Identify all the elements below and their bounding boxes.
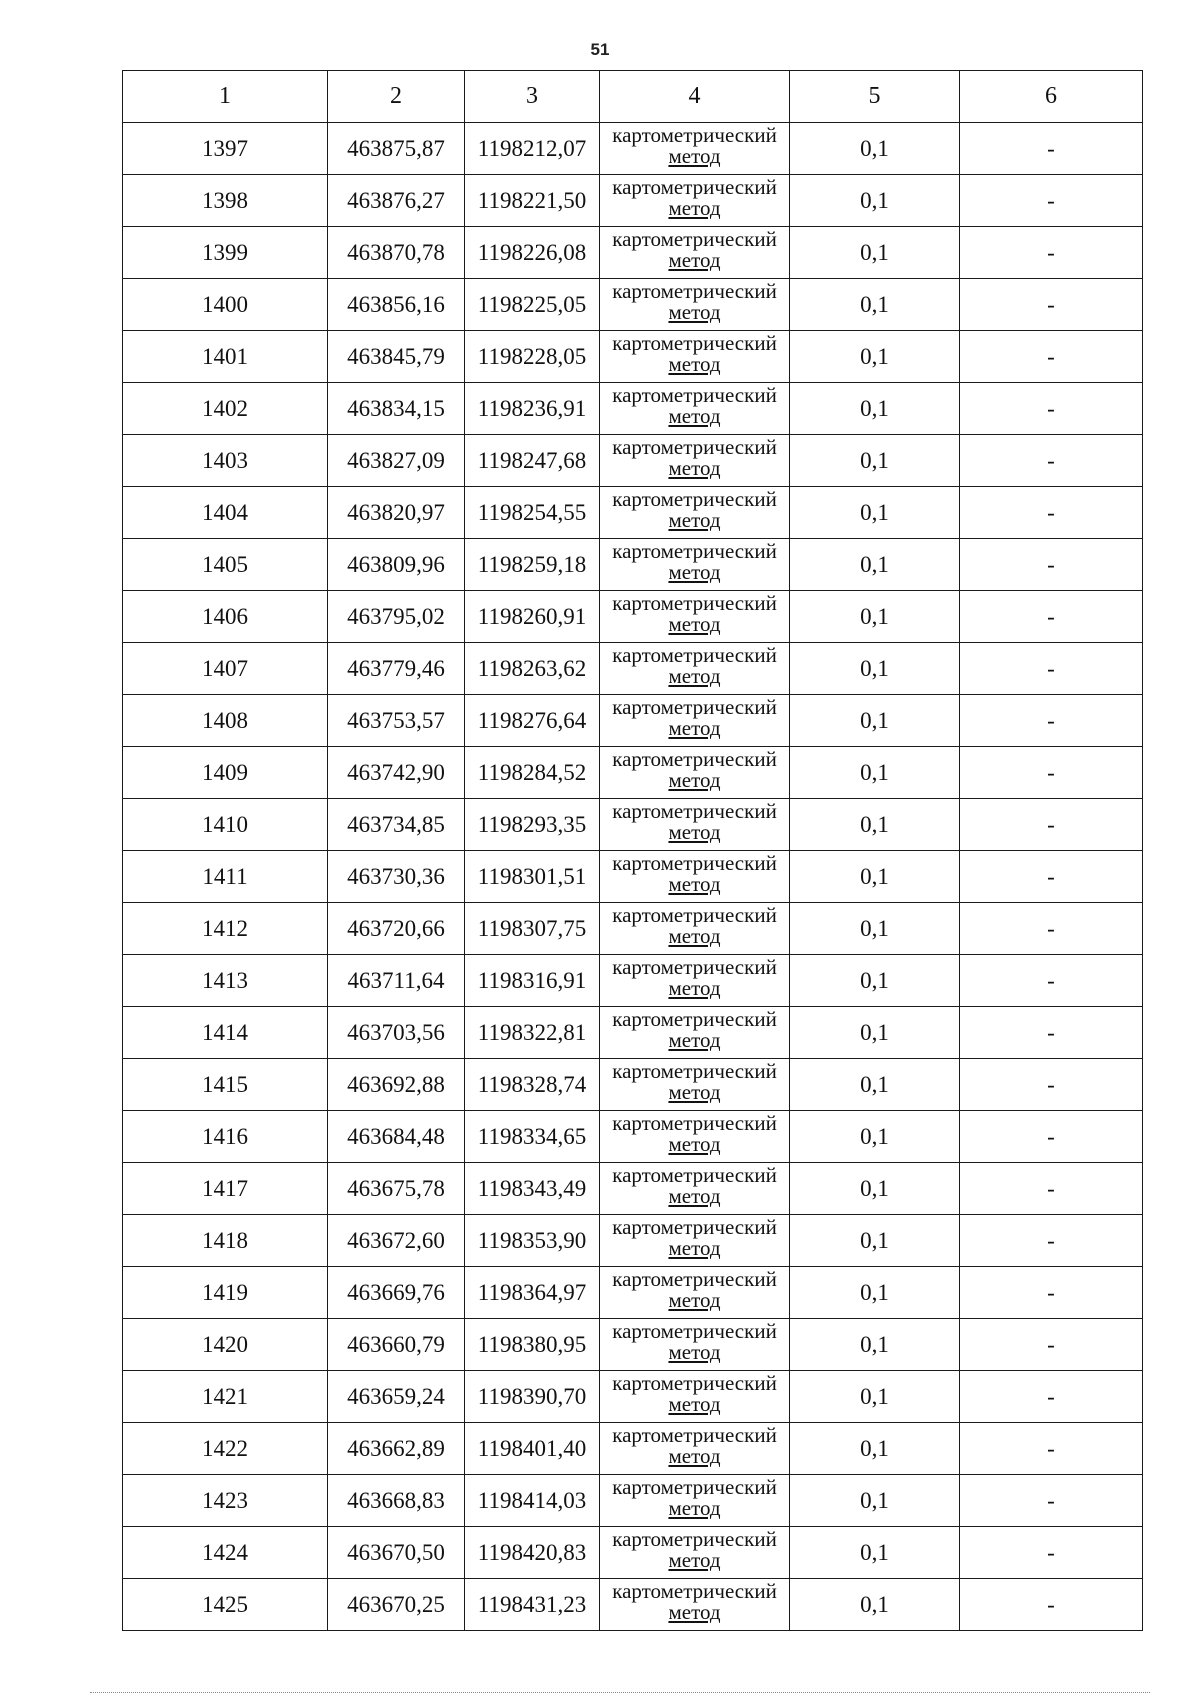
accuracy-cell: 0,1 <box>790 1215 960 1267</box>
point-number-cell: 1408 <box>123 695 328 747</box>
method-line2: метод <box>668 664 721 688</box>
method-line1: картометрический <box>612 123 777 147</box>
table-row <box>123 1163 1143 1215</box>
y-coordinate-cell: 1198414,03 <box>465 1475 600 1527</box>
accuracy-cell: 0,1 <box>790 643 960 695</box>
method-line1: картометрический <box>612 643 777 667</box>
method-line1: картометрический <box>612 1475 777 1499</box>
accuracy-cell: 0,1 <box>790 1267 960 1319</box>
method-line1: картометрический <box>612 279 777 303</box>
method-line2: метод <box>668 196 721 220</box>
table-row <box>123 331 1143 383</box>
y-coordinate-cell: 1198316,91 <box>465 955 600 1007</box>
accuracy-cell: 0,1 <box>790 1527 960 1579</box>
method-line1: картометрический <box>612 955 777 979</box>
y-coordinate-cell: 1198431,23 <box>465 1579 600 1631</box>
y-coordinate-cell: 1198221,50 <box>465 175 600 227</box>
y-coordinate-cell: 1198259,18 <box>465 539 600 591</box>
method-cell <box>600 227 790 279</box>
method-line2: метод <box>668 508 721 532</box>
table-header-row <box>123 71 1143 123</box>
point-number-cell: 1405 <box>123 539 328 591</box>
note-cell: - <box>960 279 1143 331</box>
x-coordinate-cell: 463856,16 <box>328 279 465 331</box>
note-cell: - <box>960 643 1143 695</box>
method-cell <box>600 487 790 539</box>
point-number-cell: 1411 <box>123 851 328 903</box>
accuracy-cell: 0,1 <box>790 1319 960 1371</box>
method-cell <box>600 175 790 227</box>
point-number-cell: 1403 <box>123 435 328 487</box>
accuracy-cell: 0,1 <box>790 1423 960 1475</box>
accuracy-cell: 0,1 <box>790 331 960 383</box>
table-row <box>123 695 1143 747</box>
column-header: 1 <box>123 71 328 123</box>
method-line2: метод <box>668 1600 721 1624</box>
method-line2: метод <box>668 352 721 376</box>
method-line1: картометрический <box>612 175 777 199</box>
table-row <box>123 747 1143 799</box>
y-coordinate-cell: 1198263,62 <box>465 643 600 695</box>
method-cell <box>600 695 790 747</box>
method-line2: метод <box>668 1080 721 1104</box>
method-line1: картометрический <box>612 435 777 459</box>
method-cell <box>600 383 790 435</box>
x-coordinate-cell: 463703,56 <box>328 1007 465 1059</box>
point-number-cell: 1404 <box>123 487 328 539</box>
method-line2: метод <box>668 248 721 272</box>
note-cell: - <box>960 435 1143 487</box>
method-cell <box>600 1371 790 1423</box>
method-cell <box>600 1111 790 1163</box>
method-line2: метод <box>668 768 721 792</box>
accuracy-cell: 0,1 <box>790 903 960 955</box>
note-cell: - <box>960 1111 1143 1163</box>
accuracy-cell: 0,1 <box>790 1163 960 1215</box>
method-line1: картометрический <box>612 903 777 927</box>
column-header: 4 <box>600 71 790 123</box>
accuracy-cell: 0,1 <box>790 1371 960 1423</box>
point-number-cell: 1399 <box>123 227 328 279</box>
point-number-cell: 1412 <box>123 903 328 955</box>
method-cell <box>600 123 790 175</box>
note-cell: - <box>960 1475 1143 1527</box>
method-cell <box>600 643 790 695</box>
note-cell: - <box>960 1059 1143 1111</box>
accuracy-cell: 0,1 <box>790 591 960 643</box>
point-number-cell: 1425 <box>123 1579 328 1631</box>
x-coordinate-cell: 463659,24 <box>328 1371 465 1423</box>
method-cell <box>600 747 790 799</box>
method-line1: картометрический <box>612 1059 777 1083</box>
point-number-cell: 1419 <box>123 1267 328 1319</box>
table-row <box>123 643 1143 695</box>
method-line2: метод <box>668 1444 721 1468</box>
method-cell <box>600 955 790 1007</box>
y-coordinate-cell: 1198328,74 <box>465 1059 600 1111</box>
coordinates-table <box>122 70 1143 1631</box>
method-line1: картометрический <box>612 331 777 355</box>
accuracy-cell: 0,1 <box>790 955 960 1007</box>
accuracy-cell: 0,1 <box>790 695 960 747</box>
note-cell: - <box>960 1527 1143 1579</box>
method-cell <box>600 1267 790 1319</box>
x-coordinate-cell: 463820,97 <box>328 487 465 539</box>
accuracy-cell: 0,1 <box>790 1475 960 1527</box>
method-line2: метод <box>668 1028 721 1052</box>
x-coordinate-cell: 463672,60 <box>328 1215 465 1267</box>
accuracy-cell: 0,1 <box>790 487 960 539</box>
table-row <box>123 851 1143 903</box>
point-number-cell: 1398 <box>123 175 328 227</box>
table-row <box>123 1579 1143 1631</box>
table-row <box>123 435 1143 487</box>
table-row <box>123 1423 1143 1475</box>
point-number-cell: 1417 <box>123 1163 328 1215</box>
column-header: 2 <box>328 71 465 123</box>
method-cell <box>600 279 790 331</box>
accuracy-cell: 0,1 <box>790 1059 960 1111</box>
y-coordinate-cell: 1198301,51 <box>465 851 600 903</box>
method-cell <box>600 1579 790 1631</box>
x-coordinate-cell: 463809,96 <box>328 539 465 591</box>
method-cell <box>600 1527 790 1579</box>
accuracy-cell: 0,1 <box>790 435 960 487</box>
x-coordinate-cell: 463670,25 <box>328 1579 465 1631</box>
method-line1: картометрический <box>612 695 777 719</box>
method-line2: метод <box>668 1496 721 1520</box>
y-coordinate-cell: 1198212,07 <box>465 123 600 175</box>
table-row <box>123 487 1143 539</box>
table-row <box>123 1475 1143 1527</box>
accuracy-cell: 0,1 <box>790 123 960 175</box>
y-coordinate-cell: 1198390,70 <box>465 1371 600 1423</box>
x-coordinate-cell: 463669,76 <box>328 1267 465 1319</box>
table-row <box>123 903 1143 955</box>
method-line2: метод <box>668 612 721 636</box>
method-cell <box>600 539 790 591</box>
table-row <box>123 799 1143 851</box>
method-line1: картометрический <box>612 487 777 511</box>
method-line1: картометрический <box>612 1007 777 1031</box>
accuracy-cell: 0,1 <box>790 539 960 591</box>
point-number-cell: 1424 <box>123 1527 328 1579</box>
table-row <box>123 539 1143 591</box>
note-cell: - <box>960 123 1143 175</box>
table-row <box>123 383 1143 435</box>
method-line2: метод <box>668 976 721 1000</box>
method-cell <box>600 1163 790 1215</box>
note-cell: - <box>960 1319 1143 1371</box>
point-number-cell: 1415 <box>123 1059 328 1111</box>
point-number-cell: 1402 <box>123 383 328 435</box>
y-coordinate-cell: 1198260,91 <box>465 591 600 643</box>
point-number-cell: 1410 <box>123 799 328 851</box>
method-cell <box>600 851 790 903</box>
method-line2: метод <box>668 1132 721 1156</box>
method-line1: картометрический <box>612 1527 777 1551</box>
note-cell: - <box>960 591 1143 643</box>
x-coordinate-cell: 463734,85 <box>328 799 465 851</box>
accuracy-cell: 0,1 <box>790 279 960 331</box>
table-row <box>123 1527 1143 1579</box>
table-row <box>123 279 1143 331</box>
note-cell: - <box>960 955 1143 1007</box>
x-coordinate-cell: 463845,79 <box>328 331 465 383</box>
method-line1: картометрический <box>612 383 777 407</box>
point-number-cell: 1414 <box>123 1007 328 1059</box>
point-number-cell: 1416 <box>123 1111 328 1163</box>
scan-artifact-line <box>90 1692 1150 1693</box>
method-line2: метод <box>668 560 721 584</box>
y-coordinate-cell: 1198254,55 <box>465 487 600 539</box>
method-line1: картометрический <box>612 227 777 251</box>
table-row <box>123 1059 1143 1111</box>
method-line2: метод <box>668 1236 721 1260</box>
x-coordinate-cell: 463834,15 <box>328 383 465 435</box>
note-cell: - <box>960 331 1143 383</box>
method-line2: метод <box>668 1184 721 1208</box>
note-cell: - <box>960 1215 1143 1267</box>
method-line1: картометрический <box>612 1423 777 1447</box>
accuracy-cell: 0,1 <box>790 1007 960 1059</box>
table-row <box>123 227 1143 279</box>
note-cell: - <box>960 903 1143 955</box>
method-line2: метод <box>668 1548 721 1572</box>
method-cell <box>600 1319 790 1371</box>
table-body <box>123 123 1143 1631</box>
method-line2: метод <box>668 820 721 844</box>
method-cell <box>600 1215 790 1267</box>
method-line1: картометрический <box>612 1267 777 1291</box>
table-row <box>123 1319 1143 1371</box>
column-header: 5 <box>790 71 960 123</box>
x-coordinate-cell: 463662,89 <box>328 1423 465 1475</box>
method-cell <box>600 903 790 955</box>
note-cell: - <box>960 747 1143 799</box>
y-coordinate-cell: 1198380,95 <box>465 1319 600 1371</box>
table-row <box>123 1267 1143 1319</box>
method-line1: картометрический <box>612 1371 777 1395</box>
note-cell: - <box>960 227 1143 279</box>
method-cell <box>600 591 790 643</box>
x-coordinate-cell: 463742,90 <box>328 747 465 799</box>
method-line2: метод <box>668 872 721 896</box>
method-line1: картометрический <box>612 851 777 875</box>
table-row <box>123 1371 1143 1423</box>
y-coordinate-cell: 1198420,83 <box>465 1527 600 1579</box>
point-number-cell: 1413 <box>123 955 328 1007</box>
method-line2: метод <box>668 144 721 168</box>
y-coordinate-cell: 1198276,64 <box>465 695 600 747</box>
table-row <box>123 955 1143 1007</box>
point-number-cell: 1418 <box>123 1215 328 1267</box>
x-coordinate-cell: 463692,88 <box>328 1059 465 1111</box>
x-coordinate-cell: 463711,64 <box>328 955 465 1007</box>
table-row <box>123 1111 1143 1163</box>
y-coordinate-cell: 1198225,05 <box>465 279 600 331</box>
point-number-cell: 1422 <box>123 1423 328 1475</box>
method-line1: картометрический <box>612 1319 777 1343</box>
y-coordinate-cell: 1198228,05 <box>465 331 600 383</box>
note-cell: - <box>960 1163 1143 1215</box>
method-line1: картометрический <box>612 1579 777 1603</box>
method-line2: метод <box>668 1288 721 1312</box>
x-coordinate-cell: 463875,87 <box>328 123 465 175</box>
point-number-cell: 1401 <box>123 331 328 383</box>
note-cell: - <box>960 487 1143 539</box>
method-line1: картометрический <box>612 539 777 563</box>
point-number-cell: 1423 <box>123 1475 328 1527</box>
method-line1: картометрический <box>612 1163 777 1187</box>
method-line2: метод <box>668 404 721 428</box>
x-coordinate-cell: 463720,66 <box>328 903 465 955</box>
x-coordinate-cell: 463779,46 <box>328 643 465 695</box>
method-cell <box>600 435 790 487</box>
x-coordinate-cell: 463684,48 <box>328 1111 465 1163</box>
method-line2: метод <box>668 1340 721 1364</box>
y-coordinate-cell: 1198401,40 <box>465 1423 600 1475</box>
method-cell <box>600 799 790 851</box>
method-cell <box>600 1007 790 1059</box>
accuracy-cell: 0,1 <box>790 851 960 903</box>
method-line2: метод <box>668 924 721 948</box>
column-header: 3 <box>465 71 600 123</box>
x-coordinate-cell: 463827,09 <box>328 435 465 487</box>
point-number-cell: 1409 <box>123 747 328 799</box>
note-cell: - <box>960 175 1143 227</box>
method-line2: метод <box>668 1392 721 1416</box>
point-number-cell: 1420 <box>123 1319 328 1371</box>
x-coordinate-cell: 463795,02 <box>328 591 465 643</box>
page-number: 51 <box>590 40 610 59</box>
method-line1: картометрический <box>612 799 777 823</box>
note-cell: - <box>960 539 1143 591</box>
point-number-cell: 1400 <box>123 279 328 331</box>
accuracy-cell: 0,1 <box>790 383 960 435</box>
method-line1: картометрический <box>612 747 777 771</box>
table-row <box>123 1215 1143 1267</box>
method-line1: картометрический <box>612 1215 777 1239</box>
point-number-cell: 1421 <box>123 1371 328 1423</box>
method-cell <box>600 1059 790 1111</box>
accuracy-cell: 0,1 <box>790 1579 960 1631</box>
accuracy-cell: 0,1 <box>790 227 960 279</box>
y-coordinate-cell: 1198307,75 <box>465 903 600 955</box>
x-coordinate-cell: 463876,27 <box>328 175 465 227</box>
method-line2: метод <box>668 456 721 480</box>
note-cell: - <box>960 1579 1143 1631</box>
y-coordinate-cell: 1198293,35 <box>465 799 600 851</box>
table-row <box>123 591 1143 643</box>
y-coordinate-cell: 1198322,81 <box>465 1007 600 1059</box>
method-cell <box>600 1423 790 1475</box>
y-coordinate-cell: 1198364,97 <box>465 1267 600 1319</box>
y-coordinate-cell: 1198284,52 <box>465 747 600 799</box>
note-cell: - <box>960 1423 1143 1475</box>
table-row <box>123 175 1143 227</box>
accuracy-cell: 0,1 <box>790 175 960 227</box>
note-cell: - <box>960 851 1143 903</box>
y-coordinate-cell: 1198343,49 <box>465 1163 600 1215</box>
x-coordinate-cell: 463670,50 <box>328 1527 465 1579</box>
x-coordinate-cell: 463668,83 <box>328 1475 465 1527</box>
accuracy-cell: 0,1 <box>790 1111 960 1163</box>
y-coordinate-cell: 1198353,90 <box>465 1215 600 1267</box>
note-cell: - <box>960 1371 1143 1423</box>
note-cell: - <box>960 799 1143 851</box>
method-line2: метод <box>668 300 721 324</box>
x-coordinate-cell: 463660,79 <box>328 1319 465 1371</box>
y-coordinate-cell: 1198226,08 <box>465 227 600 279</box>
x-coordinate-cell: 463730,36 <box>328 851 465 903</box>
note-cell: - <box>960 383 1143 435</box>
table-row <box>123 1007 1143 1059</box>
method-line2: метод <box>668 716 721 740</box>
note-cell: - <box>960 1267 1143 1319</box>
table-row <box>123 123 1143 175</box>
x-coordinate-cell: 463870,78 <box>328 227 465 279</box>
x-coordinate-cell: 463675,78 <box>328 1163 465 1215</box>
accuracy-cell: 0,1 <box>790 799 960 851</box>
column-header: 6 <box>960 71 1143 123</box>
y-coordinate-cell: 1198236,91 <box>465 383 600 435</box>
note-cell: - <box>960 1007 1143 1059</box>
y-coordinate-cell: 1198247,68 <box>465 435 600 487</box>
point-number-cell: 1397 <box>123 123 328 175</box>
method-line1: картометрический <box>612 591 777 615</box>
point-number-cell: 1407 <box>123 643 328 695</box>
method-cell <box>600 331 790 383</box>
point-number-cell: 1406 <box>123 591 328 643</box>
y-coordinate-cell: 1198334,65 <box>465 1111 600 1163</box>
note-cell: - <box>960 695 1143 747</box>
method-line1: картометрический <box>612 1111 777 1135</box>
method-cell <box>600 1475 790 1527</box>
accuracy-cell: 0,1 <box>790 747 960 799</box>
x-coordinate-cell: 463753,57 <box>328 695 465 747</box>
